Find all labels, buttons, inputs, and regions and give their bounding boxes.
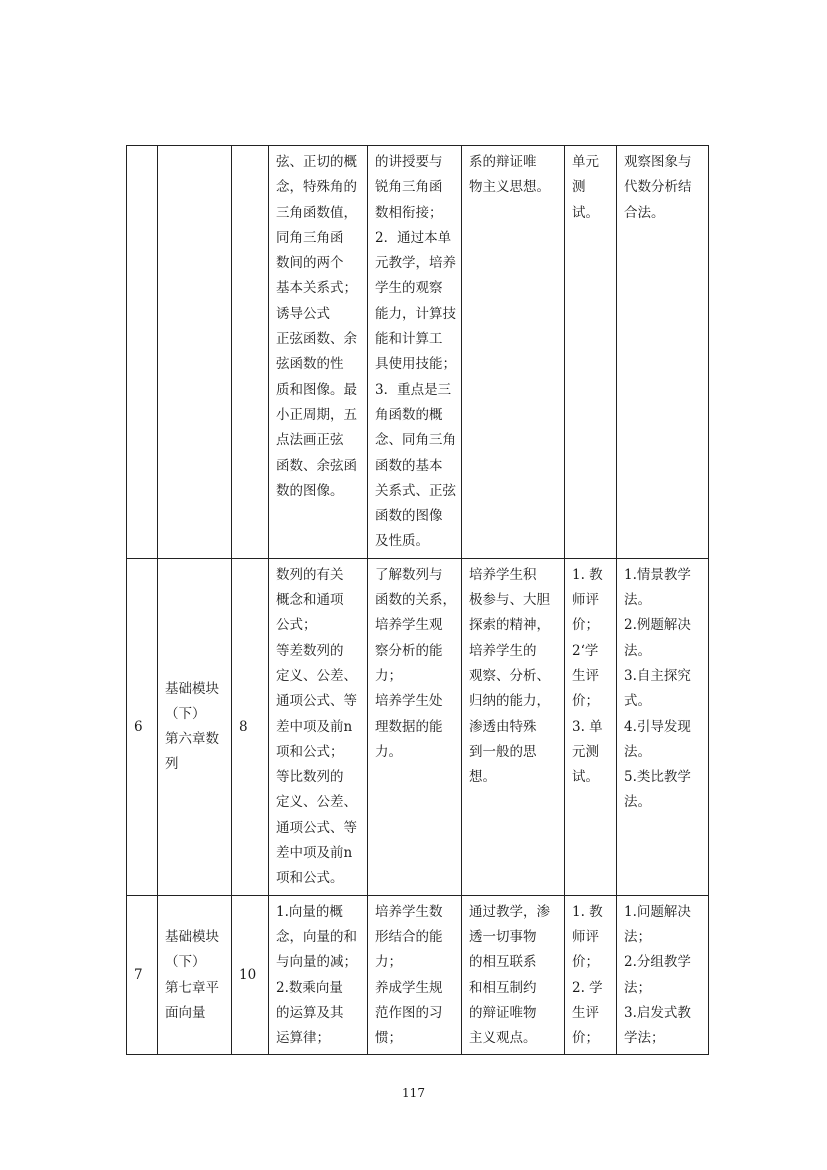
cell-text-line: 培养学生数: [375, 903, 443, 920]
cell-text-line: 角函数的概: [375, 406, 443, 423]
teaching-method-cell: [617, 558, 709, 895]
module-cell: [158, 895, 232, 1055]
cell-text-line: 2.数乘向量: [276, 979, 343, 996]
cell-text-line: 8: [239, 718, 248, 735]
cell-text-line: 学生的观察: [375, 280, 443, 297]
cell-text-line: 基本关系式；: [276, 280, 357, 297]
cell-text-line: 力；: [375, 954, 402, 971]
cell-text-line: 诱导公式: [276, 305, 330, 322]
cell-text-line: 渗透由特殊: [469, 718, 537, 735]
cell-text-line: 代数分析结: [624, 179, 692, 196]
cell-text-line: 能力，计算技: [375, 305, 456, 322]
cell-text-line: 项和公式；: [276, 743, 344, 760]
cell-text-line: 定义、公差、: [276, 794, 357, 811]
cell-text-line: 培养学生处: [375, 693, 443, 710]
cell-text-line: 范作图的习: [375, 1004, 443, 1021]
cell-text-line: 想。: [469, 769, 496, 786]
cell-text-line: 物主义思想。: [469, 179, 550, 196]
cell-text-line: 10: [239, 966, 257, 983]
cell-text-line: 测: [572, 179, 586, 196]
table-row: [127, 895, 709, 1055]
cell-text-line: 念，向量的和: [276, 928, 357, 945]
cell-text-line: 价；: [572, 954, 599, 971]
cell-text-line: 3.自主探究: [624, 667, 691, 684]
requirements-cell: [368, 558, 462, 895]
cell-text-line: 单元: [572, 154, 599, 170]
cell-text-line: 1.情景教学: [624, 566, 691, 583]
cell-text-line: 7: [134, 966, 143, 983]
cell-text-line: 元教学，培养: [375, 255, 456, 272]
cell-text-line: 试。: [572, 769, 599, 786]
hours-cell: [232, 146, 269, 559]
cell-text-line: 的讲授要与: [375, 154, 443, 170]
cell-text-line: 函数、余弦函: [276, 457, 357, 474]
moral-education-cell: [462, 558, 565, 895]
content-cell: [269, 558, 368, 895]
cell-text-line: （下）: [165, 705, 206, 722]
cell-text-line: 1. 教: [572, 566, 603, 583]
cell-text-line: 及性质。: [375, 533, 429, 550]
module-cell: [158, 558, 232, 895]
cell-text-line: 念、同角三角: [375, 432, 456, 449]
teaching-method-cell: [617, 895, 709, 1055]
cell-text-line: 差中项及前n: [276, 718, 353, 735]
cell-text-line: 列: [165, 756, 179, 773]
cell-text-line: 观察图象与: [624, 154, 692, 170]
cell-text-line: 3. 单: [572, 718, 603, 735]
cell-text-line: 同角三角函: [276, 229, 344, 246]
cell-text-line: 生评: [572, 667, 599, 684]
cell-text-line: 1.向量的概: [276, 903, 343, 920]
cell-text-line: 数列的有关: [276, 566, 344, 583]
cell-text-line: 点法画正弦: [276, 432, 344, 449]
cell-text-line: 数间的两个: [276, 255, 344, 272]
cell-text-line: 法。: [624, 794, 651, 811]
cell-text-line: 能和计算工: [375, 331, 443, 348]
moral-education-cell: [462, 895, 565, 1055]
assessment-cell: [565, 146, 617, 559]
cell-text-line: 价；: [572, 1030, 599, 1047]
cell-text-line: 的辩证唯物: [469, 1004, 537, 1021]
cell-text-line: 法；: [624, 928, 651, 945]
cell-text-line: 察分析的能: [375, 642, 443, 659]
table-row: [127, 146, 709, 559]
cell-text-line: 通项公式、等: [276, 819, 357, 836]
cell-text-line: 2．通过本单: [375, 229, 452, 246]
cell-text-line: 正弦函数、余: [276, 331, 357, 348]
cell-text-line: 数的图像。: [276, 482, 344, 499]
cell-text-line: 公式；: [276, 617, 317, 634]
module-cell: [158, 146, 232, 559]
cell-text-line: 法。: [624, 642, 651, 659]
cell-text-line: 与向量的减；: [276, 954, 357, 971]
cell-text-line: 具使用技能；: [375, 356, 456, 373]
cell-text-line: 价；: [572, 693, 599, 710]
hours-cell: [232, 558, 269, 895]
cell-text-line: 面向量: [165, 1004, 206, 1021]
cell-text-line: 1.问题解决: [624, 903, 691, 920]
cell-text-line: 2. 学: [572, 979, 603, 996]
cell-text-line: 通过教学，渗: [469, 903, 550, 920]
cell-text-line: 养成学生规: [375, 979, 443, 996]
cell-text-line: 形结合的能: [375, 928, 443, 945]
cell-text-line: （下）: [165, 954, 206, 971]
cell-text-line: 弦函数的性: [276, 356, 344, 373]
cell-text-line: 项和公式。: [276, 870, 344, 887]
cell-text-line: 惯；: [375, 1030, 402, 1047]
cell-text-line: 第七章平: [165, 979, 219, 996]
cell-text-line: 培养学生观: [375, 617, 443, 634]
cell-text-line: 了解数列与: [375, 566, 443, 583]
cell-text-line: 第六章数: [165, 731, 219, 748]
cell-text-line: 培养学生的: [469, 642, 537, 659]
cell-text-line: 式。: [624, 693, 651, 710]
cell-text-line: 4.引导发现: [624, 718, 691, 735]
cell-text-line: 2.例题解决: [624, 617, 691, 634]
cell-text-line: 基础模块: [165, 680, 219, 697]
cell-text-line: 观察、分析、: [469, 667, 550, 684]
cell-text-line: 理数据的能: [375, 718, 443, 735]
cell-text-line: 1. 教: [572, 903, 603, 920]
requirements-cell: [368, 895, 462, 1055]
cell-text-line: 到一般的思: [469, 743, 537, 760]
assessment-cell: [565, 558, 617, 895]
cell-text-line: 元测: [572, 743, 599, 760]
cell-text-line: 基础模块: [165, 928, 219, 945]
table-row: [127, 558, 709, 895]
cell-text-line: 2‘学: [572, 642, 599, 659]
cell-text-line: 函数的图像: [375, 508, 443, 525]
unit-number-cell: [127, 146, 158, 559]
cell-text-line: 运算律；: [276, 1030, 330, 1047]
cell-text-line: 函数的关系，: [375, 592, 456, 609]
cell-text-line: 学法；: [624, 1030, 665, 1047]
content-cell: [269, 895, 368, 1055]
cell-text-line: 培养学生积: [469, 566, 537, 583]
cell-text-line: 小正周期，五: [276, 406, 357, 423]
cell-text-line: 6: [134, 718, 143, 735]
content-cell: [269, 146, 368, 559]
teaching-method-cell: [617, 146, 709, 559]
cell-text-line: 3.启发式教: [624, 1004, 691, 1021]
cell-text-line: 等比数列的: [276, 769, 344, 786]
cell-text-line: 归纳的能力，: [469, 693, 550, 710]
page-number: 117: [402, 1086, 425, 1100]
cell-text-line: 通项公式、等: [276, 693, 357, 710]
cell-text-line: 的相互联系: [469, 954, 537, 971]
requirements-cell: [368, 146, 462, 559]
unit-number-cell: [127, 895, 158, 1055]
cell-text-line: 师评: [572, 592, 599, 609]
cell-text-line: 锐角三角函: [375, 179, 443, 196]
cell-text-line: 质和图像。最: [276, 381, 357, 398]
cell-text-line: 合法。: [624, 204, 665, 221]
cell-text-line: 法。: [624, 592, 651, 609]
teaching-plan-table: [126, 145, 709, 1055]
cell-text-line: 价；: [572, 617, 599, 634]
cell-text-line: 法；: [624, 979, 651, 996]
assessment-cell: [565, 895, 617, 1055]
cell-text-line: 系的辩证唯: [469, 154, 537, 170]
cell-text-line: 主义观点。: [469, 1030, 537, 1047]
cell-text-line: 等差数列的: [276, 642, 344, 659]
cell-text-line: 概念和通项: [276, 592, 344, 609]
unit-number-cell: [127, 558, 158, 895]
moral-education-cell: [462, 146, 565, 559]
cell-text-line: 和相互制约: [469, 979, 537, 996]
cell-text-line: 的运算及其: [276, 1004, 344, 1021]
cell-text-line: 师评: [572, 928, 599, 945]
cell-text-line: 试。: [572, 204, 599, 221]
cell-text-line: 力。: [375, 743, 402, 760]
cell-text-line: 透一切事物: [469, 928, 537, 945]
cell-text-line: 生评: [572, 1004, 599, 1021]
cell-text-line: 5.类比教学: [624, 769, 691, 786]
cell-text-line: 3．重点是三: [375, 381, 452, 398]
hours-cell: [232, 895, 269, 1055]
cell-text-line: 2.分组教学: [624, 954, 691, 971]
cell-text-line: 函数的基本: [375, 457, 443, 474]
cell-text-line: 念，特殊角的: [276, 179, 357, 196]
cell-text-line: 弦、正切的概: [276, 154, 357, 170]
cell-text-line: 力；: [375, 667, 402, 684]
table-body: [127, 146, 709, 1055]
cell-text-line: 极参与、大胆: [469, 592, 550, 609]
cell-text-line: 差中项及前n: [276, 845, 353, 862]
cell-text-line: 法。: [624, 743, 651, 760]
cell-text-line: 数相衔接；: [375, 204, 443, 221]
cell-text-line: 三角函数值，: [276, 204, 357, 221]
cell-text-line: 探索的精神，: [469, 617, 550, 634]
cell-text-line: 定义、公差、: [276, 667, 357, 684]
cell-text-line: 关系式、正弦: [375, 482, 456, 499]
